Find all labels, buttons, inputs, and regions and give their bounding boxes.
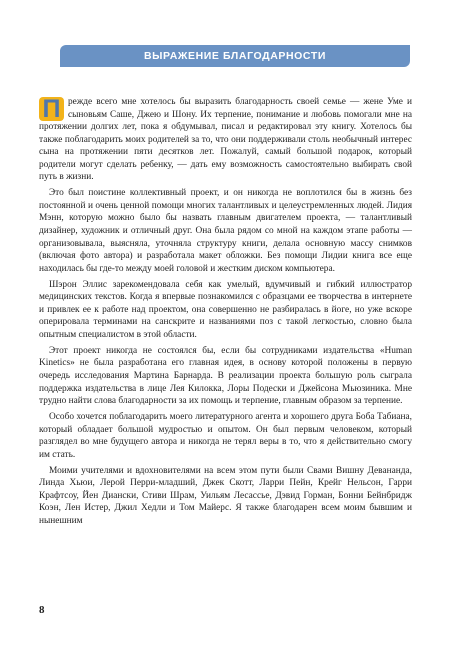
paragraph-6: Моими учителями и вдохновителями на всем этом пути были Свами Вишну Девананда, Линда Хьюи, Лерой Перри-младший, Джек Скотт, Ларри Пейн, Крейг Нельсон, Гарри Крафтсоу, Йен Диански, Стиви Шрам, Уильям Лесассье, Дэвид Горман, Бонни Бейнбридж Коэн, Лен Истер, Джил Хедли и Том Майерс. Я также благодарен всем моим бывшим и нынешним	[39, 465, 412, 526]
section-title: ВЫРАЖЕНИЕ БЛАГОДАРНОСТИ	[143, 50, 327, 62]
drop-cap-letter: П	[39, 97, 64, 121]
paragraph-4: Этот проект никогда не состоялся бы, если бы сотрудниками издательства «Human Kinetics» не была разработана его главная идея, в основу которой положены в первую очередь исследования Мартина Барнарда. В реализации проекта большую роль сыграла поддержка издательства в лице Лея Килокка, Лоры Подески и Джейсона Мьюзиника. Мне трудно найти слова благодарности за их помощь и терпение, главным образом за терпение.	[39, 345, 412, 407]
paragraph-5: Особо хочется поблагодарить моего литературного агента и хорошего друга Боба Табиана, который обладает большой мудростью и опытом. Он был первым человеком, который разглядел во мне будущего автора и никогда не терял веры в то, что я действительно смогу им стать.	[39, 412, 412, 460]
paragraph-2: Это был поистине коллективный проект, и он никогда не воплотился бы в жизнь без постоянной и очень ценной помощи многих талантливых и целеустремленных людей. Лидия Мэнн, которую можно было бы назвать главным двигателем проекта, — талантливый дизайнер, художник и отличный друг. Она была рядом со мной на каждом этапе работы — организовывала, выясняла, уточняла структуру книги, делала основную массу снимков (включая фото автора) и разработала макет обложки. Без помощи Лидии книга все еще находилась бы где-то между моей головой и жестким диском компьютера.	[39, 188, 412, 274]
paragraph-3: Шэрон Эллис зарекомендовала себя как умелый, вдумчивый и гибкий иллюстратор медицинских текстов. Когда я впервые познакомился с образцами ее творчества в интернете и привлек ее к работе над проектом, она совершенно не разбиралась в йоге, но уже вскоре оперировала терминами на санскрите и названиями поз с такой легкостью, словно была опытным специалистом в этой области.	[39, 279, 412, 340]
body-text	[39, 96, 412, 531]
paragraph-1-text: режде всего мне хотелось бы выразить благодарность своей семье — жене Уме и сыновьям Саше, Джею и Шону. Их терпение, понимание и любовь помогали мне на протяжении долгих лет, пока я обдумывал, писал и редактировал эту книгу. Хотелось бы также поблагодарить моих родителей за то, что они поддерживали столь необычный интерес сына на протяжении пяти десятков лет. Пожалуй, самый большой подарок, который родители могут сделать ребенку, — дать ему возможность самостоятельно выбирать свой путь в жизни.	[39, 97, 412, 183]
section-banner	[60, 45, 410, 67]
paragraph-1	[39, 96, 412, 184]
page-number: 8	[39, 604, 45, 616]
